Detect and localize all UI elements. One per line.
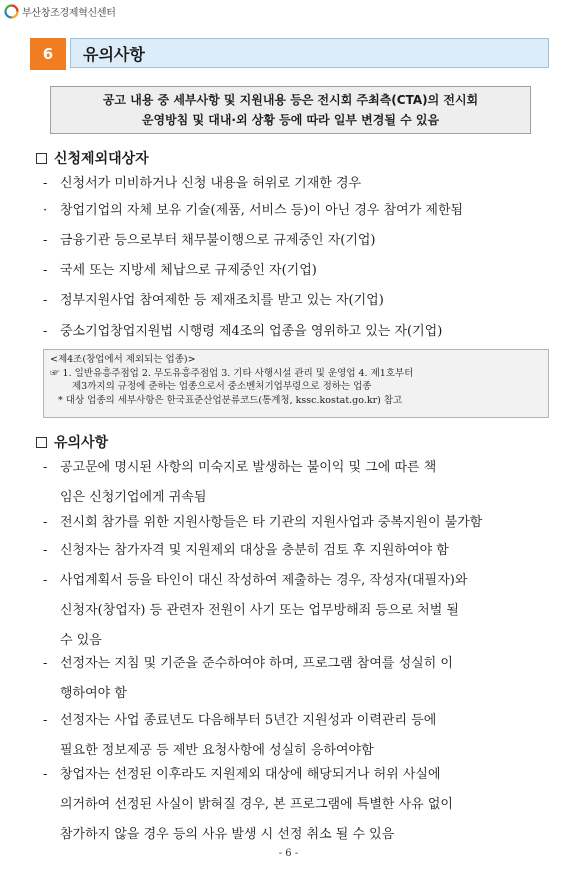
bullet: - [43, 293, 48, 308]
list-item-line: 공고문에 명시된 사항의 미숙지로 발생하는 불이익 및 그에 따른 책 [60, 460, 437, 475]
list-item-text: 국세 또는 지방세 체납으로 규제중인 자(기업) [60, 263, 317, 278]
bullet: - [43, 460, 48, 475]
list-item [43, 226, 561, 256]
list-item-line: 임은 신청기업에게 귀속됨 [60, 490, 207, 505]
bullet: - [43, 713, 48, 728]
bullet: - [43, 573, 48, 588]
bullet: - [43, 324, 48, 339]
list-item-line: 창업자는 선정된 이후라도 지원제외 대상에 해당되거나 허위 사실에 [60, 767, 441, 782]
page-number: - 6 - [278, 848, 299, 859]
bullet: · [43, 203, 48, 218]
reference-box [43, 349, 549, 418]
list-item-line: 필요한 정보제공 등 제반 요청사항에 성실히 응하여야함 [60, 743, 374, 758]
reference-line-1: ☞ 1. 일반유흥주점업 2. 무도유흥주점업 3. 기타 사행시설 관리 및 운영업 4. 제1호부터 [50, 367, 414, 379]
list-item-line: 사업계획서 등을 타인이 대신 작성하여 제출하는 경우, 작성자(대필자)와 [60, 573, 468, 588]
list-item [43, 566, 561, 656]
reference-title: <제4조(창업에서 제외되는 업종)> [50, 354, 196, 365]
list-item-text: 창업기업의 자체 보유 기술(제품, 서비스 등)이 아닌 경우 참여가 제한됨 [60, 203, 464, 218]
list-item-line: 선정자는 지침 및 기준을 준수하여야 하며, 프로그램 참여를 성실히 이 [60, 656, 453, 671]
list-item-line: 참가하지 않을 경우 등의 사유 발생 시 선정 취소 될 수 있음 [60, 827, 395, 842]
list-item [43, 453, 561, 513]
logo-ring-icon [4, 4, 19, 19]
org-name: 부산창조경제혁신센터 [22, 8, 116, 19]
bullet: - [43, 656, 48, 671]
list-item-line: 수 있음 [60, 633, 102, 648]
section-number: 6 [30, 38, 66, 70]
list-item-text: 중소기업창업지원법 시행령 제4조의 업종을 영위하고 있는 자(기업) [60, 324, 443, 339]
list-item [43, 508, 561, 538]
list-item [43, 760, 561, 850]
list-item-line: 신청자는 참가자격 및 지원제외 대상을 충분히 검토 후 지원하여야 함 [60, 543, 449, 558]
bullet: - [43, 767, 48, 782]
section-header [30, 38, 549, 70]
list-item-text: 정부지원사업 참여제한 등 제재조치를 받고 있는 자(기업) [60, 293, 384, 308]
list-item [43, 317, 561, 347]
bullet: - [43, 233, 48, 248]
list-item [43, 169, 561, 199]
reference-line-2: 제3까지의 규정에 준하는 업종으로서 중소벤처기업부령으로 정하는 업종 [72, 381, 372, 392]
checkbox-square-icon [36, 153, 47, 164]
checkbox-square-icon [36, 437, 47, 448]
list-item-line: 신청자(창업자) 등 관련자 전원이 사기 또는 업무방해죄 등으로 처벌 될 [60, 603, 459, 618]
list-item [43, 536, 561, 566]
notice-line-2: 운영방침 및 대내·외 상황 등에 따라 일부 변경될 수 있음 [141, 113, 440, 127]
cautions-heading [36, 432, 108, 452]
bullet: - [43, 543, 48, 558]
bullet: - [43, 263, 48, 278]
reference-note: * 대상 업종의 세부사항은 한국표준산업분류코드(통계청, kssc.kostat.go.kr) 참고 [58, 394, 403, 406]
list-item-line: 선정자는 사업 종료년도 다음해부터 5년간 지원성과 이력관리 등에 [60, 713, 437, 728]
list-item [43, 196, 561, 226]
org-logo [4, 4, 116, 19]
list-item-line: 전시회 참가를 위한 지원사항들은 타 기관의 지원사업과 중복지원이 불가함 [60, 515, 483, 530]
list-item [43, 286, 561, 316]
exclusion-heading-text: 신청제외대상자 [54, 151, 149, 167]
list-item-line: 행하여야 함 [60, 686, 127, 701]
bullet: - [43, 176, 48, 191]
cautions-heading-text: 유의사항 [54, 435, 109, 451]
exclusion-heading [36, 148, 149, 168]
bullet: - [43, 515, 48, 530]
notice-line-1: 공고 내용 중 세부사항 및 지원내용 등은 전시회 주최측(CTA)의 전시회 [102, 93, 479, 107]
section-title: 유의사항 [70, 38, 549, 68]
list-item-text: 신청서가 미비하거나 신청 내용을 허위로 기재한 경우 [60, 176, 362, 191]
notice-box [50, 86, 531, 134]
list-item [43, 256, 561, 286]
list-item [43, 649, 561, 709]
list-item-line: 의거하여 선정된 사실이 밝혀질 경우, 본 프로그램에 특별한 사유 없이 [60, 797, 453, 812]
list-item [43, 706, 561, 766]
list-item-text: 금융기관 등으로부터 채무불이행으로 규제중인 자(기업) [60, 233, 376, 248]
